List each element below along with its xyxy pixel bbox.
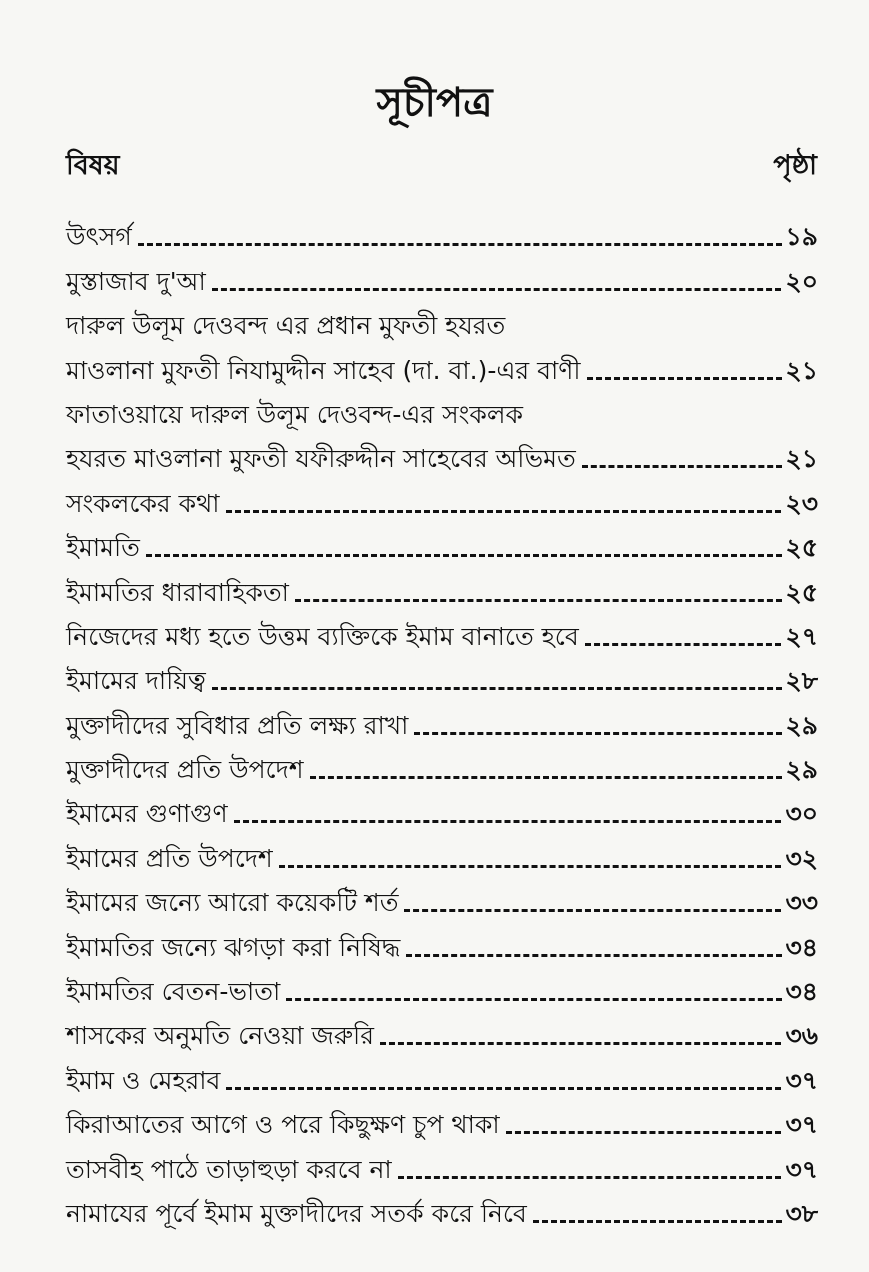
toc-entry-page-number: ৩৩ xyxy=(785,888,818,918)
toc-entry-title: ফাতাওয়ায়ে দারুল উলূম দেওবন্দ-এর সংকলক xyxy=(66,399,523,429)
toc-entry-page-number: ২৯ xyxy=(785,755,818,785)
dot-leader xyxy=(226,507,782,513)
toc-entry-page-number: ৩৭ xyxy=(785,1154,818,1184)
toc-entry-title: মুক্তাদীদের সুবিধার প্রতি লক্ষ্য রাখা xyxy=(66,710,409,740)
toc-entry-title: দারুল উলূম দেওবন্দ এর প্রধান মুফতী হযরত xyxy=(66,311,506,341)
dot-leader xyxy=(286,995,781,1001)
toc-entry-page-number: ২৫ xyxy=(785,577,818,607)
toc-entry xyxy=(66,829,818,873)
toc-entry-title: ইমামতির ধারাবাহিকতা xyxy=(66,577,289,607)
toc-entry xyxy=(66,652,818,696)
toc-entry xyxy=(66,297,818,341)
topic-column-header: বিষয় xyxy=(66,150,120,181)
dot-leader xyxy=(138,240,782,246)
page-column-header: পৃষ্ঠা xyxy=(773,150,817,181)
toc-entry xyxy=(66,252,818,296)
toc-entry-title: নামাযের পূর্বে ইমাম মুক্তাদীদের সতর্ক করে নিবে xyxy=(66,1198,527,1228)
toc-entry-page-number: ১৯ xyxy=(785,222,818,252)
toc-entry xyxy=(66,474,818,518)
toc-entry-page-number: ৩৪ xyxy=(785,932,818,962)
toc-entry xyxy=(66,785,818,829)
table-of-contents xyxy=(66,208,818,1229)
dot-leader xyxy=(234,817,782,823)
toc-entry-page-number: ৩২ xyxy=(785,843,818,873)
toc-entry-title: মুস্তাজাব দু'আ xyxy=(66,266,206,296)
dot-leader xyxy=(295,596,782,602)
toc-entry xyxy=(66,1185,818,1229)
toc-entry-title: ইমাম ও মেহরাব xyxy=(66,1065,221,1095)
toc-entry-title: মুক্তাদীদের প্রতি উপদেশ xyxy=(66,755,304,785)
toc-entry xyxy=(66,741,818,785)
toc-entry xyxy=(66,430,818,474)
dot-leader xyxy=(380,1039,782,1045)
toc-entry-title: উৎসর্গ xyxy=(66,222,132,252)
page-title: সূচীপত্র xyxy=(376,80,493,126)
toc-entry-title: ইমামের গুণাগুণ xyxy=(66,799,228,829)
dot-leader xyxy=(310,773,782,779)
toc-entry-title: নিজেদের মধ্য হতে উত্তম ব্যক্তিকে ইমাম বানাতে হবে xyxy=(66,621,579,651)
toc-entry-page-number: ৩৮ xyxy=(785,1198,818,1228)
toc-entry-page-number: ২০ xyxy=(785,266,818,296)
toc-entry-page-number: ২৮ xyxy=(785,666,818,696)
dot-leader xyxy=(585,640,782,646)
dot-leader xyxy=(406,951,781,957)
toc-entry-title: শাসকের অনুমতি নেওয়া জরুরি xyxy=(66,1021,374,1051)
toc-entry-title: হযরত মাওলানা মুফতী যফীরুদ্দীন সাহেবের অভিমত xyxy=(66,444,576,474)
toc-entry-page-number: ২১ xyxy=(785,444,818,474)
toc-entry-page-number: ৩৬ xyxy=(785,1021,818,1051)
toc-entry-page-number: ৩৭ xyxy=(785,1110,818,1140)
toc-entry-page-number: ২১ xyxy=(785,355,818,385)
dot-leader xyxy=(506,1128,782,1134)
dot-leader xyxy=(212,285,782,291)
toc-entry xyxy=(66,874,818,918)
toc-entry xyxy=(66,1140,818,1184)
toc-entry-page-number: ৩৪ xyxy=(785,977,818,1007)
toc-entry-title: সংকলকের কথা xyxy=(66,488,220,518)
toc-entry-title: ইমামের দায়িত্ব xyxy=(66,666,206,696)
toc-entry-title: ইমামের জন্যে আরো কয়েকটি শর্ত xyxy=(66,888,399,918)
toc-entry xyxy=(66,918,818,962)
toc-entry-page-number: ২৯ xyxy=(785,710,818,740)
dot-leader xyxy=(414,729,781,735)
toc-entry-title: মাওলানা মুফতী নিযামুদ্দীন সাহেব (দা. বা.)-এর বাণী xyxy=(66,355,581,385)
dot-leader xyxy=(212,684,782,690)
toc-entry-page-number: ২৫ xyxy=(785,533,818,563)
toc-entry xyxy=(66,1007,818,1051)
toc-entry xyxy=(66,696,818,740)
toc-entry xyxy=(66,386,818,430)
toc-entry-page-number: ৩৭ xyxy=(785,1065,818,1095)
toc-entry-title: ইমামতির বেতন-ভাতা xyxy=(66,977,281,1007)
toc-entry-title: তাসবীহ পাঠে তাড়াহুড়া করবে না xyxy=(66,1154,392,1184)
toc-entry-page-number: ২৭ xyxy=(785,621,818,651)
dot-leader xyxy=(279,862,782,868)
toc-entry-title: কিরাআতের আগে ও পরে কিছুক্ষণ চুপ থাকা xyxy=(66,1110,500,1140)
toc-entry xyxy=(66,208,818,252)
toc-entry-title: ইমামের প্রতি উপদেশ xyxy=(66,843,273,873)
dot-leader xyxy=(226,1084,781,1090)
toc-entry xyxy=(66,963,818,1007)
toc-entry-title: ইমামতি xyxy=(66,533,140,563)
toc-entry xyxy=(66,341,818,385)
dot-leader xyxy=(404,906,781,912)
dot-leader xyxy=(146,551,782,557)
toc-entry xyxy=(66,608,818,652)
toc-entry xyxy=(66,563,818,607)
toc-entry-title: ইমামতির জন্যে ঝগড়া করা নিষিদ্ধ xyxy=(66,932,401,962)
dot-leader xyxy=(587,374,782,380)
toc-entry xyxy=(66,1096,818,1140)
dot-leader xyxy=(533,1217,782,1223)
toc-entry xyxy=(66,519,818,563)
dot-leader xyxy=(398,1173,782,1179)
toc-entry xyxy=(66,1051,818,1095)
toc-entry-page-number: ৩০ xyxy=(785,799,818,829)
dot-leader xyxy=(582,462,782,468)
toc-entry-page-number: ২৩ xyxy=(785,488,818,518)
